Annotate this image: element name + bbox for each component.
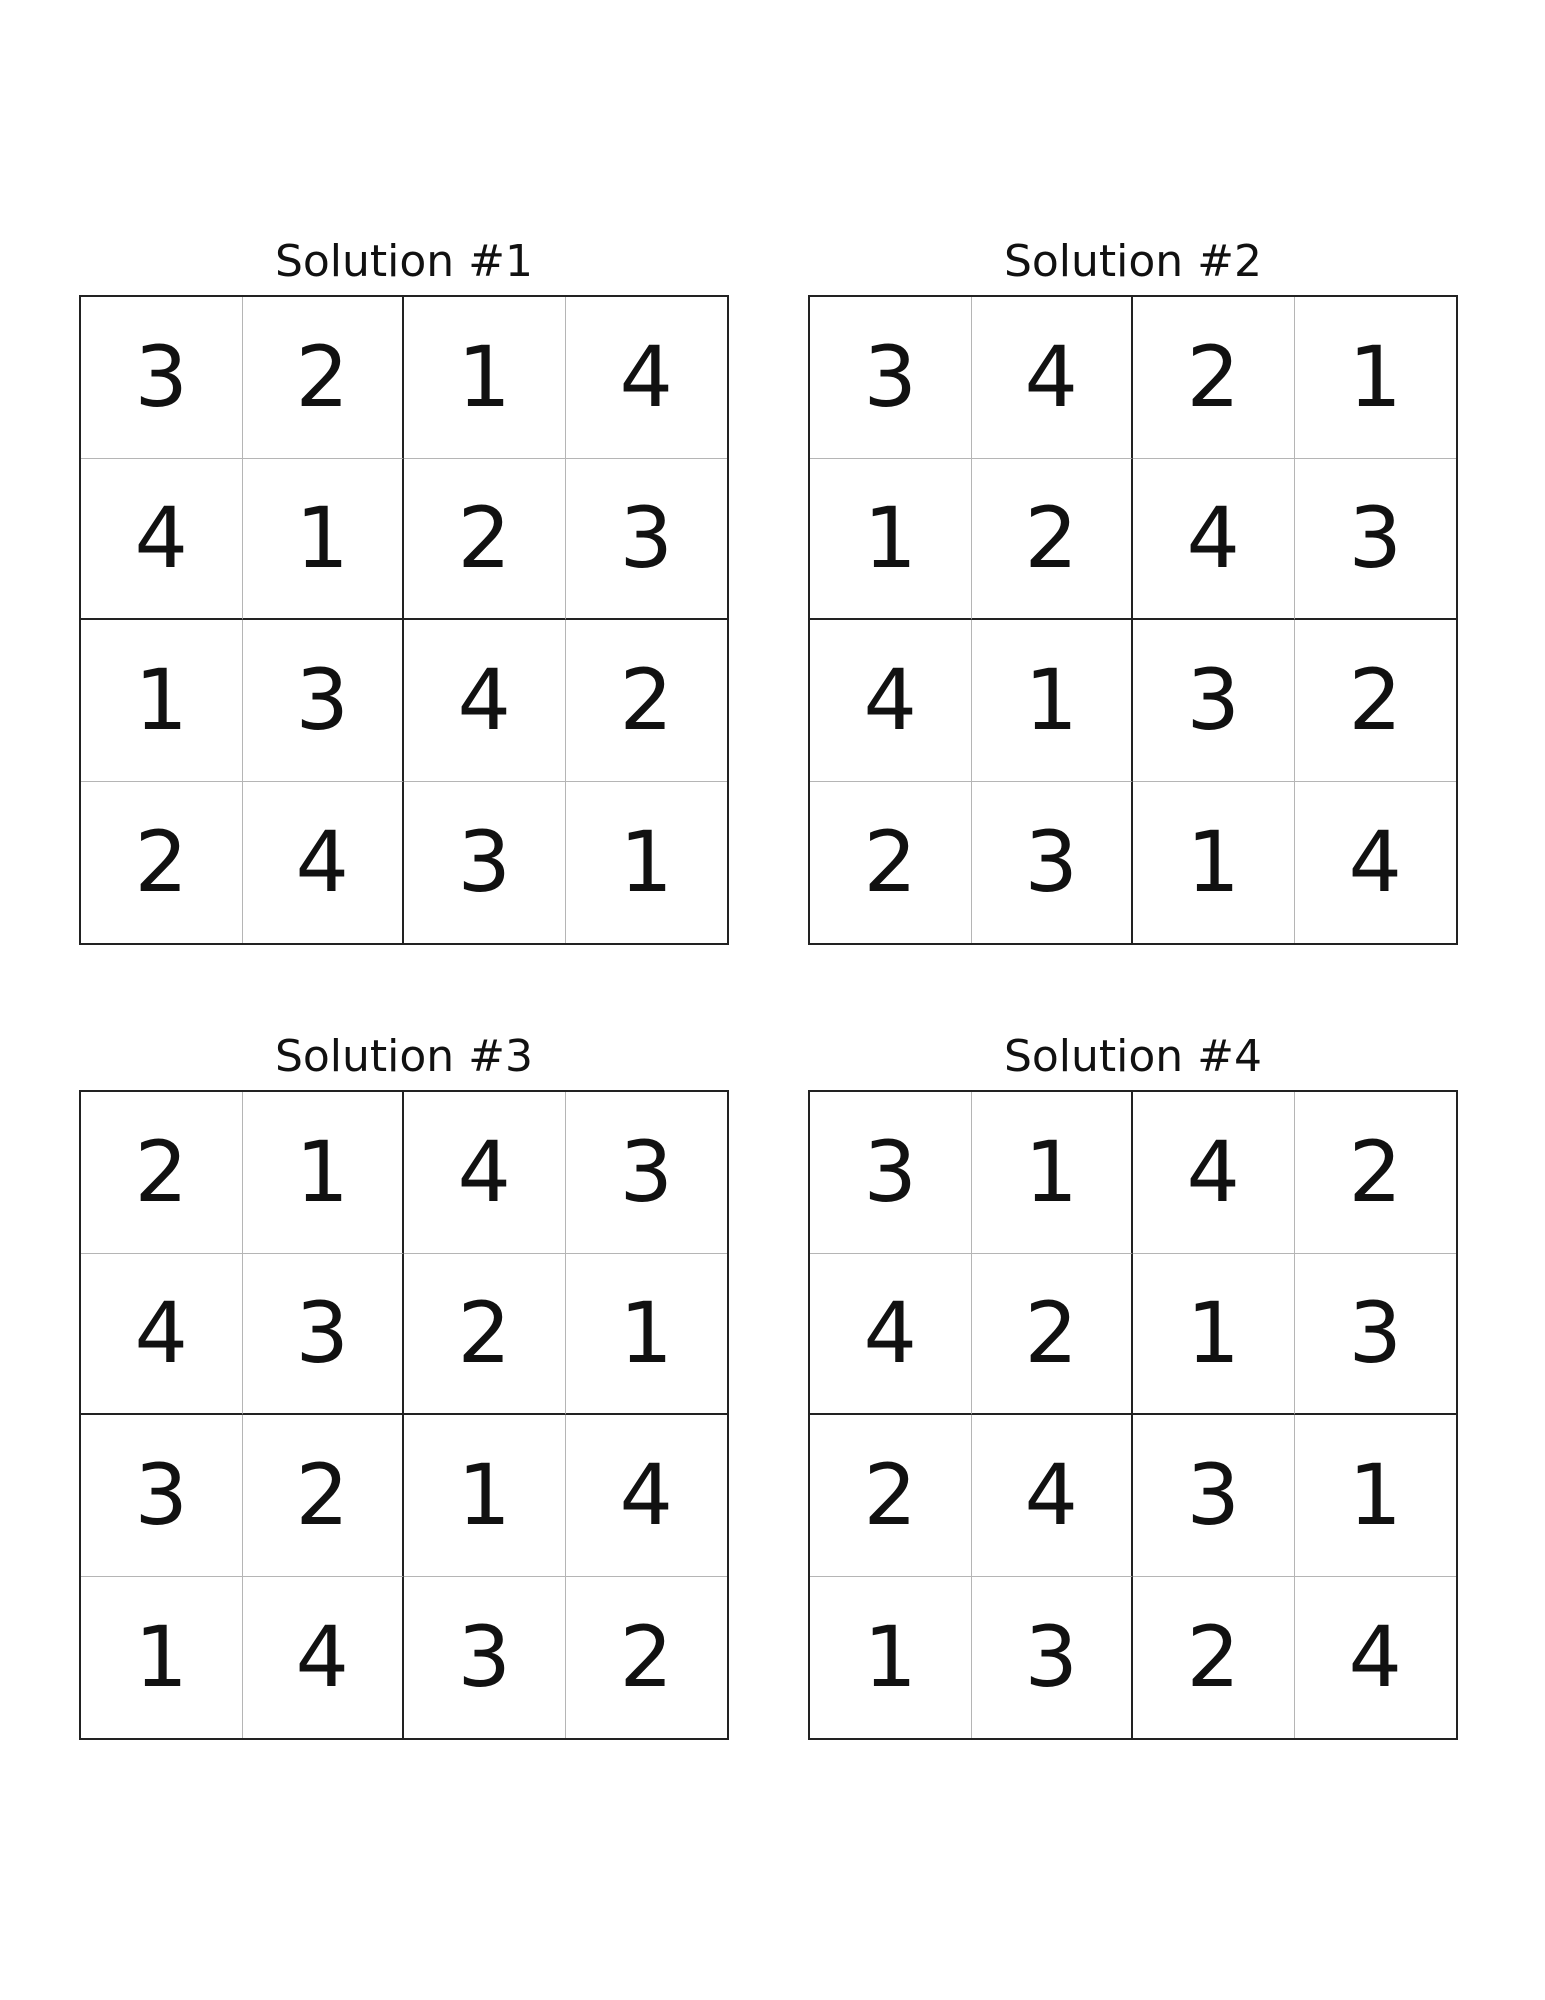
- grid-cell: 3: [243, 620, 405, 782]
- grid-cell: 1: [81, 1577, 243, 1739]
- sudoku-grid: [808, 295, 1458, 945]
- grid-cell: 1: [566, 1254, 728, 1416]
- grid-cell: 4: [972, 1415, 1134, 1577]
- grid-cell: 1: [619, 813, 673, 912]
- grid-cell: 4: [566, 1415, 728, 1577]
- grid-cell: 3: [404, 1577, 566, 1739]
- grid-cell: 2: [1295, 620, 1457, 782]
- grid-cell: 1: [1295, 297, 1457, 459]
- grid-cell: 1: [81, 620, 243, 782]
- grid-cell: 4: [243, 1577, 405, 1739]
- grid-cell: 2: [404, 1254, 566, 1416]
- grid-cell: 1: [404, 297, 566, 459]
- grid-cell: 3: [81, 1415, 243, 1577]
- grid-cell: 3: [1133, 620, 1295, 782]
- sudoku-solution-1: [79, 236, 729, 912]
- grid-cell: 2: [1295, 1092, 1457, 1254]
- grid-cell: 4: [972, 297, 1134, 459]
- grid-cell: 1: [972, 620, 1134, 782]
- grid-cell: 4: [81, 1254, 243, 1416]
- grid-cell: 2: [1133, 1577, 1295, 1739]
- grid-cell: 3: [1295, 459, 1457, 621]
- grid-cell: 2: [1133, 297, 1295, 459]
- grid-cell: 2: [243, 1415, 405, 1577]
- grid-cell: 4: [566, 297, 728, 459]
- grid-cell: 2: [243, 297, 405, 459]
- puzzle-title: Solution #1: [274, 236, 534, 287]
- grid-cell: 2: [972, 1254, 1134, 1416]
- sudoku-grid: [808, 1090, 1458, 1740]
- sudoku-solution-2: [808, 236, 1458, 912]
- sudoku-grid: [79, 1090, 729, 1740]
- grid-cell: 4: [1133, 1092, 1295, 1254]
- sudoku-solution-4: [808, 1031, 1458, 1707]
- grid-cell: 1: [1295, 1415, 1457, 1577]
- grid-cell: 2: [404, 459, 566, 621]
- grid-cell: 2: [619, 1608, 673, 1707]
- puzzle-title: Solution #3: [274, 1031, 534, 1082]
- grid-cell: 4: [1348, 1608, 1402, 1707]
- grid-cell: 2: [81, 782, 243, 944]
- grid-cell: 2: [972, 459, 1134, 621]
- sudoku-solution-3: [79, 1031, 729, 1707]
- grid-cell: 3: [81, 297, 243, 459]
- grid-cell: 4: [810, 1254, 972, 1416]
- grid-cell: 3: [566, 459, 728, 621]
- grid-cell: 1: [1133, 782, 1295, 944]
- grid-cell: 1: [1133, 1254, 1295, 1416]
- grid-cell: 4: [81, 459, 243, 621]
- grid-cell: 2: [81, 1092, 243, 1254]
- grid-cell: 4: [1133, 459, 1295, 621]
- grid-cell: 1: [243, 459, 405, 621]
- sudoku-grid: [79, 295, 729, 945]
- grid-cell: 3: [243, 1254, 405, 1416]
- grid-cell: 4: [243, 782, 405, 944]
- grid-cell: 3: [972, 1577, 1134, 1739]
- puzzle-title: Solution #4: [1003, 1031, 1263, 1082]
- puzzle-title: Solution #2: [1003, 236, 1263, 287]
- grid-cell: 3: [1133, 1415, 1295, 1577]
- grid-cell: 3: [566, 1092, 728, 1254]
- grid-cell: 3: [972, 782, 1134, 944]
- grid-cell: 2: [810, 782, 972, 944]
- grid-cell: 2: [566, 620, 728, 782]
- grid-cell: 1: [810, 1577, 972, 1739]
- grid-cell: 4: [810, 620, 972, 782]
- grid-cell: 4: [404, 620, 566, 782]
- grid-cell: 3: [810, 1092, 972, 1254]
- grid-cell: 1: [404, 1415, 566, 1577]
- grid-cell: 1: [972, 1092, 1134, 1254]
- grid-cell: 4: [404, 1092, 566, 1254]
- grid-cell: 4: [1348, 813, 1402, 912]
- grid-cell: 1: [243, 1092, 405, 1254]
- grid-cell: 3: [810, 297, 972, 459]
- grid-cell: 3: [404, 782, 566, 944]
- grid-cell: 1: [810, 459, 972, 621]
- grid-cell: 2: [810, 1415, 972, 1577]
- grid-cell: 3: [1295, 1254, 1457, 1416]
